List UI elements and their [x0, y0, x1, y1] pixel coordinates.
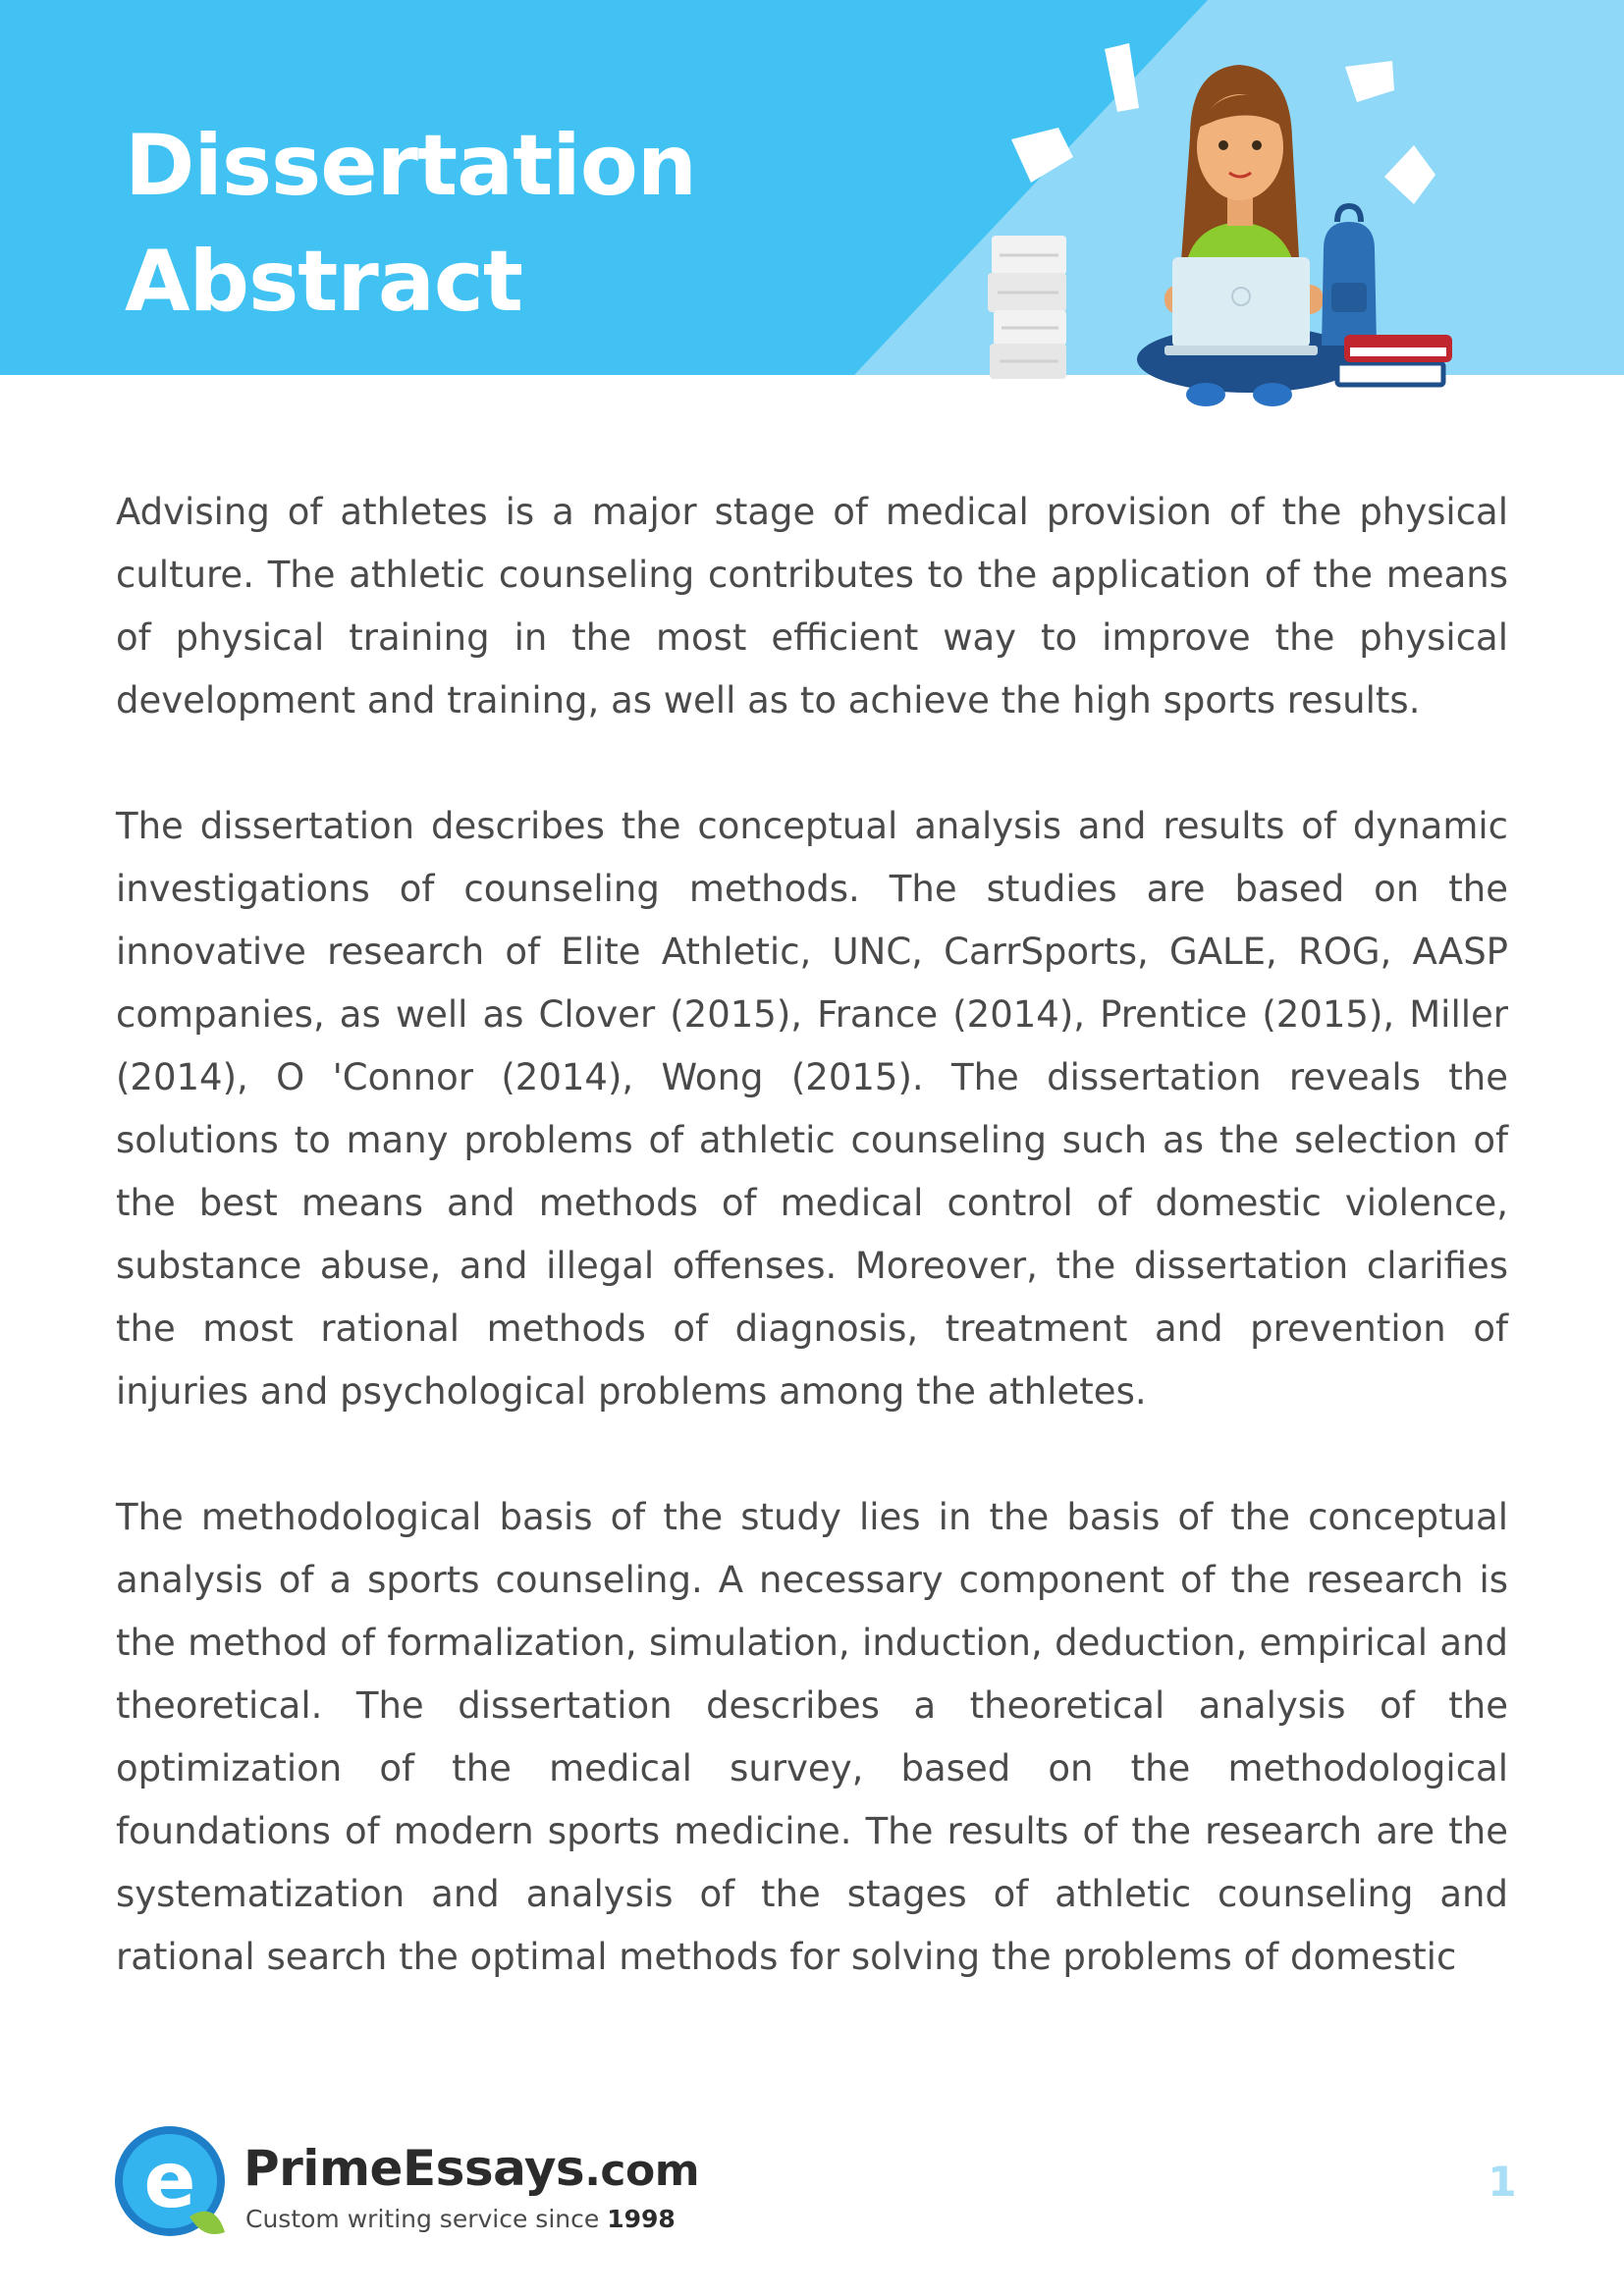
- primeessays-e-logo-icon: [113, 2122, 229, 2242]
- tagline-text: Custom writing service since: [245, 2205, 608, 2233]
- footer-brand: [113, 2122, 702, 2250]
- student-with-laptop-illustration-icon: [972, 29, 1483, 432]
- paragraph-1: Advising of athletes is a major stage of medical provision of the physical culture. The athletic counseling contributes to the application of the means of physical training in the most efficient way to improve the physical development and training, as well as to achieve the high sports results.: [116, 491, 1508, 721]
- title-line-1: Dissertation: [125, 117, 697, 215]
- title-line-2: Abstract: [125, 233, 522, 331]
- paragraph-2: The dissertation describes the conceptual analysis and results of dynamic investigations of counseling methods. The studies are based on the innovative research of Elite Athletic, UNC, CarrSports, GALE, ROG, AASP companies, as well as Clover (2015), France (2014), Prentice (2015), Miller (2014), O 'Connor (2014), Wong (2015). The dissertation reveals the solutions to many problems of athletic counseling such as the selection of the best means and methods of medical control of domestic violence, substance abuse, and illegal offenses. Moreover, the dissertation clarifies the most rational methods of diagnosis, treatment and prevention of injuries and psychological problems among the athletes.: [116, 805, 1508, 1413]
- brand-tagline: [245, 2205, 676, 2233]
- paragraph-3: The methodological basis of the study lies in the basis of the conceptual analysis of a sports counseling. A necessary component of the research is the method of formalization, simulation, induction, deduction, empirical and theoretical. The dissertation describes a theoretical analysis of the optimization of the medical survey, based on the methodological foundations of modern sports medicine. The results of the research are the systematization and analysis of the stages of athletic counseling and rational search the optimal methods for solving the problems of domestic: [116, 1496, 1508, 1978]
- tagline-year: 1998: [607, 2205, 676, 2233]
- brand-suffix: .com: [584, 2146, 700, 2196]
- page-number: 1: [1488, 2158, 1517, 2206]
- abstract-body: [116, 481, 1508, 1989]
- laptop-icon: [1164, 257, 1318, 355]
- brand-name: [244, 2140, 699, 2197]
- backpack-icon: [1322, 206, 1377, 346]
- books-icon: [1337, 338, 1449, 385]
- page-title: [125, 108, 696, 340]
- paper-stack-icon: [988, 236, 1066, 379]
- svg-text:e: e: [143, 2137, 196, 2225]
- brand-main: PrimeEssays: [244, 2140, 585, 2197]
